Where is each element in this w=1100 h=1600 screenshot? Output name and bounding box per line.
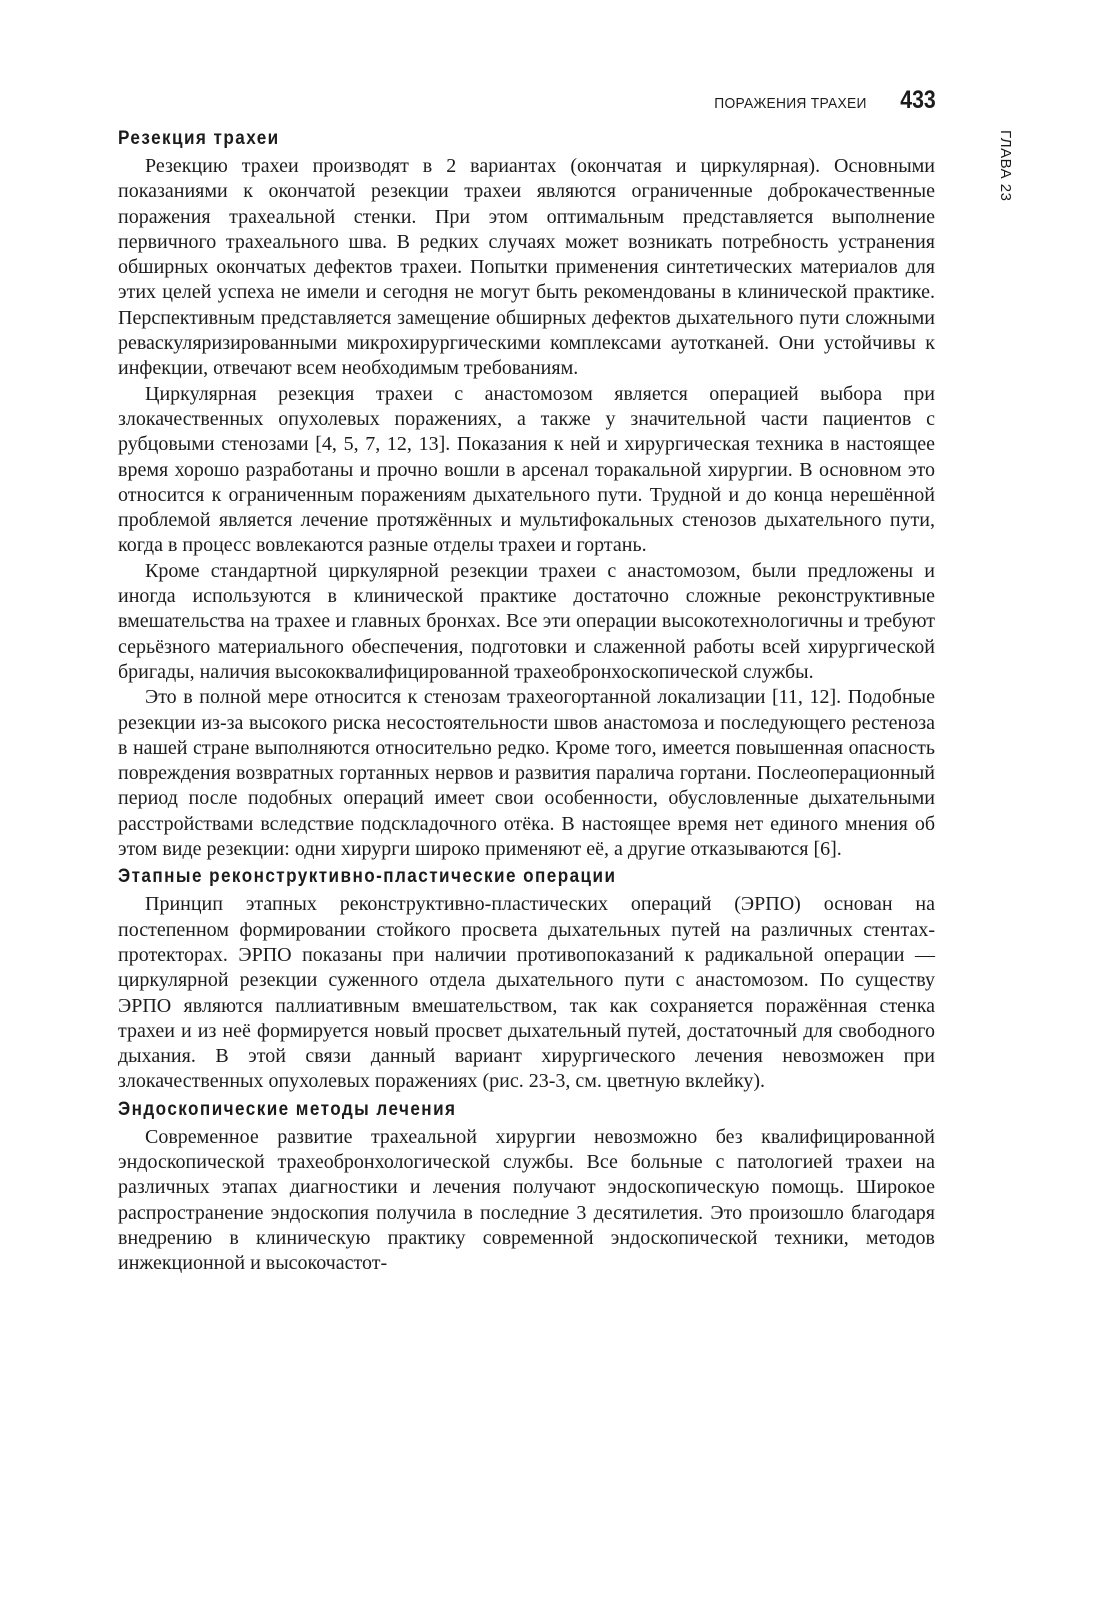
page-content <box>118 126 935 1276</box>
paragraph: Современное развитие трахеальной хирургии невозможно без квалифицированной эндоскопической трахеобронхологической службы. Все больные с патологией трахеи на различных этапах диагностики и лечения получают эндоскопическую помощь. Широкое распространение эндоскопия получила в последние 3 десятилетия. Это произошло благодаря внедрению в клиническую практику современной эндоскопической техники, методов инжекционной и высокочастот- <box>118 1125 935 1275</box>
paragraph: Это в полной мере относится к стенозам трахеогортанной локализации [11, 12]. Подобные резекции из-за высокого риска несостоятельности швов анастомоза и последующего рестеноза в нашей стране выполняются относительно редко. Кроме того, имеется повышенная опасность повреждения возвратных гортанных нервов и развития паралича гортани. Послеоперационный период после подобных операций имеет свои особенности, обусловленные дыхательными расстройствами вследствие подскладочного отёка. В настоящее время нет единого мнения об этом виде резекции: одни хирурги широко применяют её, а другие отказываются [6]. <box>118 686 935 861</box>
section-heading-staged-reconstructive-operations: Этапные реконструктивно-пластические операции <box>118 866 617 888</box>
paragraph: Принцип этапных реконструктивно-пластических операций (ЭРПО) основан на постепенном формировании стойкого просвета дыхательных путей на различных стентах-протекторах. ЭРПО показаны при наличии противопоказаний к радикальной операции — циркулярной резекции суженного отдела дыхательного пути с анастомозом. По существу ЭРПО являются паллиативным вмешательством, так как сохраняется поражённая стенка трахеи и из неё формируется новый просвет дыхательный путей, достаточный для свободного дыхания. В этой связи данный вариант хирургического лечения невозможен при злокачественных опухолевых поражениях (рис. 23-3, см. цветную вклейку). <box>118 893 935 1093</box>
paragraph: Резекцию трахеи производят в 2 вариантах (окончатая и циркулярная). Основными показаниями к окончатой резекции трахеи являются ограниченные доброкачественные поражения трахеальной стенки. При этом оптимальным представляется выполнение первичного трахеального шва. В редких случаях может возникать потребность устранения обширных окончатых дефектов трахеи. Попытки применения синтетических материалов для этих целей успеха не имели и сегодня не могут быть рекомендованы в клинической практике. Перспективным представляется замещение обширных дефектов дыхательного пути сложными реваскуляризированными микрохирургическими комплексами аутотканей. Они устойчивы к инфекции, отвечают всем необходимым требованиям. <box>118 155 935 380</box>
paragraph: Циркулярная резекция трахеи с анастомозом является операцией выбора при злокачественных опухолевых поражениях, а также у значительной части пациентов с рубцовыми стенозами [4, 5, 7, 12, 13]. Показания к ней и хирургическая техника в настоящее время хорошо разработаны и прочно вошли в арсенал торакальной хирургии. В основном это относится к ограниченным поражениям дыхательного пути. Трудной и до конца нерешённой проблемой является лечение протяжённых и мультифокальных стенозов дыхательного пути, когда в процесс вовлекаются разные отделы трахеи и гортань. <box>118 382 935 557</box>
section-heading-tracheal-resection: Резекция трахеи <box>118 128 280 149</box>
section-heading-endoscopic-methods: Эндоскопические методы лечения <box>118 1098 457 1120</box>
page-number: 433 <box>900 86 936 114</box>
running-title: ПОРАЖЕНИЯ ТРАХЕИ <box>713 95 867 112</box>
chapter-tab: ГЛАВА 23 <box>997 130 1014 202</box>
paragraph: Кроме стандартной циркулярной резекции трахеи с анастомозом, были предложены и иногда используются в клинической практике достаточно сложные реконструктивные вмешательства на трахее и главных бронхах. Все эти операции высокотехнологичны и требуют серьёзного материального обеспечения, подготовки и слаженной работы всей хирургической бригады, наличия высококвалифицированной трахеобронхоскопической службы. <box>118 559 935 683</box>
running-head <box>700 86 936 116</box>
